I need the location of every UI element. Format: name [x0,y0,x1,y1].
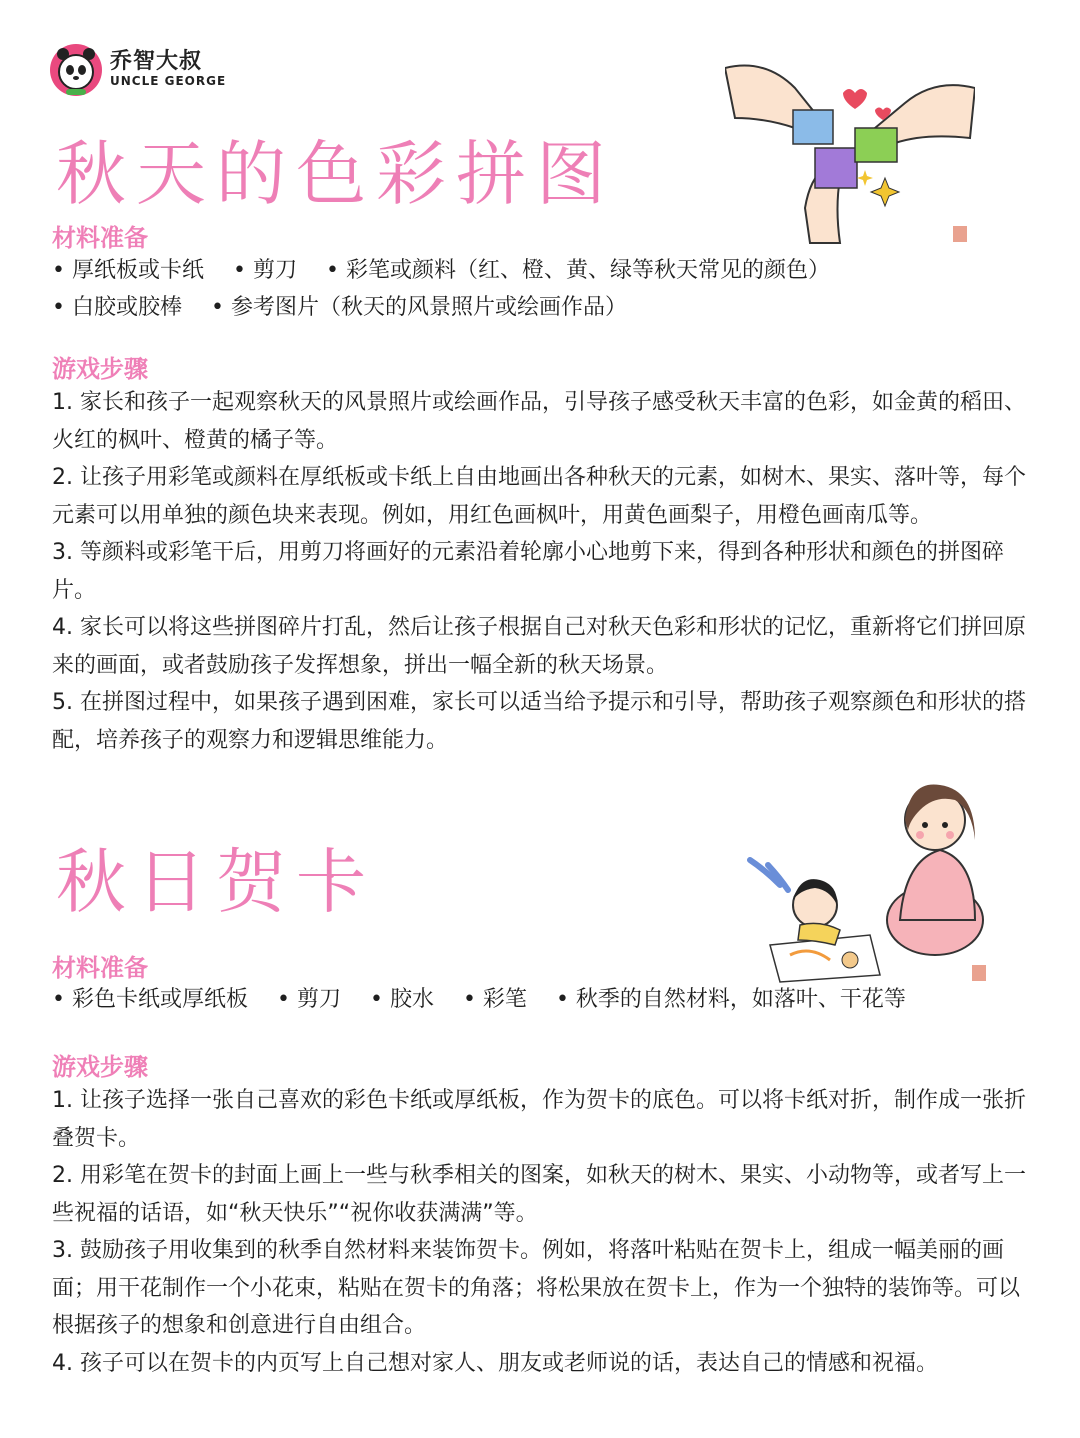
hands-puzzle-illustration [725,58,975,248]
panda-logo-icon [46,40,106,100]
logo-name-en: UNCLE GEORGE [110,74,227,88]
logo-name-cn: 乔智大叔 [110,49,203,74]
material-item: • 彩笔或颜料（红、橙、黄、绿等秋天常见的颜色） [325,258,830,283]
section2-title: 秋日贺卡 [56,841,376,923]
material-item: • 厚纸板或卡纸 [52,258,204,283]
section2-materials-heading: 材料准备 [52,954,148,982]
step-item: 2. 让孩子用彩笔或颜料在厚纸板或卡纸上自由地画出各种秋天的元素，如树木、果实、落叶等，每个元素可以用单独的颜色块来表现。例如，用红色画枫叶，用黄色画梨子，用橙色画南瓜等。 [52,465,1026,528]
material-item: • 剪刀 [276,987,341,1012]
material-item: • 秋季的自然材料，如落叶、干花等 [555,987,906,1012]
section1-title: 秋天的色彩拼图 [56,133,616,215]
step-item: 1. 家长和孩子一起观察秋天的风景照片或绘画作品，引导孩子感受秋天丰富的色彩，如金黄的稻田、火红的枫叶、橙黄的橘子等。 [52,390,1026,453]
material-item: • 彩笔 [462,987,527,1012]
step-item: 5. 在拼图过程中，如果孩子遇到困难，家长可以适当给予提示和引导，帮助孩子观察颜色和形状的搭配，培养孩子的观察力和逻辑思维能力。 [52,690,1026,753]
section1-steps-heading: 游戏步骤 [52,355,148,383]
section2-steps [52,1082,1037,1382]
step-item: 2. 用彩笔在贺卡的封面上画上一些与秋季相关的图案，如秋天的树木、果实、小动物等，或者写上一些祝福的话语，如“秋天快乐”“祝你收获满满”等。 [52,1163,1026,1226]
material-item: • 参考图片（秋天的风景照片或绘画作品） [210,295,627,320]
section1-materials-heading: 材料准备 [52,224,148,252]
material-item: • 剪刀 [232,258,297,283]
material-item: • 彩色卡纸或厚纸板 [52,987,248,1012]
section1-materials-line1 [52,256,852,286]
step-item: 1. 让孩子选择一张自己喜欢的彩色卡纸或厚纸板，作为贺卡的底色。可以将卡纸对折，制作成一张折叠贺卡。 [52,1088,1026,1151]
material-item: • 白胶或胶棒 [52,295,182,320]
step-item: 3. 等颜料或彩笔干后，用剪刀将画好的元素沿着轮廓小心地剪下来，得到各种形状和颜色的拼图碎片。 [52,540,1004,603]
section2-steps-heading: 游戏步骤 [52,1053,148,1081]
step-item: 3. 鼓励孩子用收集到的秋季自然材料来装饰贺卡。例如，将落叶粘贴在贺卡上，组成一幅美丽的画面；用干花制作一个小花束，粘贴在贺卡的角落；将松果放在贺卡上，作为一个独特的装饰等。可以根据孩子的想象和创意进行自由组合。 [52,1238,1021,1338]
material-item: • 胶水 [369,987,434,1012]
step-item: 4. 家长可以将这些拼图碎片打乱，然后让孩子根据自己对秋天色彩和形状的记忆，重新将它们拼回原来的画面，或者鼓励孩子发挥想象，拼出一幅全新的秋天场景。 [52,615,1026,678]
step-item: 4. 孩子可以在贺卡的内页写上自己想对家人、朋友或老师说的话，表达自己的情感和祝福。 [52,1350,938,1376]
section2-materials-line1 [52,985,928,1015]
section1-materials-line2 [52,293,649,323]
mother-child-drawing-illustration [740,770,1000,985]
section1-steps [52,384,1037,759]
